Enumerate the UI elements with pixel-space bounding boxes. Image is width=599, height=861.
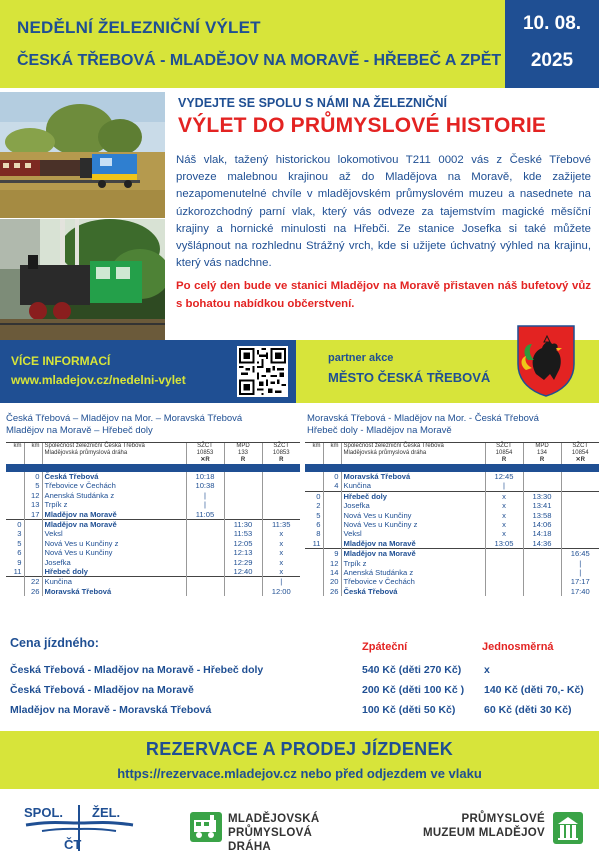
station-name: Třebovice v Čechách xyxy=(42,481,186,490)
museum-logo-text xyxy=(423,812,545,840)
col-train2: MPD xyxy=(523,443,561,450)
prices-heading: Cena jízdného: xyxy=(10,636,99,650)
station-name: Moravská Třebová xyxy=(341,472,485,481)
station-name: Veksl xyxy=(341,529,485,538)
price-single: 60 Kč (děti 30 Kč) xyxy=(484,704,572,716)
steam-locomotive-photo xyxy=(0,219,165,341)
timetable-row: 9 Mladějov na Moravě 16:45 xyxy=(305,549,599,559)
timetable-row: 0 Mladějov na Moravě 11:30 11:35 xyxy=(6,520,300,530)
col-train3-no: 10854 xyxy=(571,450,589,456)
spol-zel-ct-logo xyxy=(22,801,137,853)
station-name: Veksl xyxy=(42,529,186,538)
timetable_left-header-row xyxy=(6,443,300,450)
price-row xyxy=(10,664,590,680)
partner-name: MĚSTO ČESKÁ TŘEBOVÁ xyxy=(328,370,491,385)
spol-right-text: ŽEL. xyxy=(92,805,121,820)
station-name: Mladějov na Moravě xyxy=(42,520,186,530)
intro-body: Náš vlak, tažený historickou lokomotivou T211 0002 vás z České Třebové proveze malebnou krajinou až do Mladějova na Moravě, kde zažijete nezapomenutelné chvíle v mladějovském průmyslovém muzeu a nasednete na úzkorozchodný parní vlak, který vás odveze za tajemstvím magické měsíční krajiny a hornické minulosti na Hřebči. Ze stanice Josefka si také můžete vyšlápnout na rozhlednu Strážný vrch, kde si užijete úchvatný výhled na krajinu, který vás nadchne. xyxy=(176,154,591,270)
station-name: Trpík z xyxy=(42,500,186,509)
col-train3-cat: R xyxy=(279,457,284,463)
intro-section xyxy=(176,96,591,313)
price-route: Česká Třebová - Mladějov na Moravě xyxy=(10,684,194,696)
station-name: Josefka xyxy=(341,501,485,510)
station-name: Nová Ves u Kunčiny z xyxy=(42,539,186,548)
timetable-right-title-line1: Moravská Třebová - Mladějov na Mor. - Česká Třebová xyxy=(307,413,539,424)
buffet-notice: Po celý den bude ve stanici Mladějov na Moravě přistaven náš bufetový vůz s bohatou nabídkou občerstvení. xyxy=(176,280,591,310)
timetable_right-header-row3 xyxy=(305,457,599,464)
station-name: Mladějov na Moravě xyxy=(341,539,485,549)
price-col-single: Jednosměrná xyxy=(482,641,554,653)
col-operator1: Společnost železniční Česká Třebová xyxy=(42,443,186,450)
timetable-left-title-line2: Mladějov na Moravě – Hřebeč doly xyxy=(6,425,153,436)
price-row xyxy=(10,684,590,700)
timetable-row: 9 Josefka 12:29 x xyxy=(6,558,300,567)
station-name: Mladějov na Moravě xyxy=(42,510,186,520)
timetable-row: 5 Třebovice v Čechách 10:38 xyxy=(6,481,300,490)
timetable-row: 13 Trpík z | xyxy=(6,500,300,509)
timetable-left-title-line1: Česká Třebová – Mladějov na Mor. – Moravská Třebová xyxy=(6,413,243,424)
reservation-link[interactable]: https://rezervace.mladejov.cz nebo před odjezdem ve vlaku xyxy=(117,766,482,781)
price-return: 540 Kč (děti 270 Kč) xyxy=(362,664,462,676)
station-name: Moravská Třebová xyxy=(42,587,186,596)
timetable-row: 11 Mladějov na Moravě 13:05 14:36 xyxy=(305,539,599,549)
mpd-logo-text xyxy=(228,812,350,854)
spol-left-text: SPOL. xyxy=(24,805,64,820)
timetable-row: 5 Nová Ves u Kunčiny z 12:05 x xyxy=(6,539,300,548)
col-train3-no: 10853 xyxy=(272,450,290,456)
museum-logo xyxy=(404,810,589,850)
col-train1-cat: ✕R xyxy=(186,457,224,464)
price-route: Mladějov na Moravě - Moravská Třebová xyxy=(10,704,212,716)
reservation-heading: REZERVACE A PRODEJ JÍZDENEK xyxy=(145,739,454,759)
price-return: 100 Kč (děti 50 Kč) xyxy=(362,704,456,716)
more-info-url[interactable]: www.mladejov.cz/nedelni-vylet xyxy=(11,373,186,387)
reservation-banner xyxy=(0,731,599,789)
header-banner xyxy=(0,0,599,88)
mpd-train-icon xyxy=(190,812,222,842)
timetable-right-title xyxy=(307,413,539,437)
timetable-row: 0 Hřebeč doly x 13:30 xyxy=(305,491,599,501)
station-name: Hřebeč doly xyxy=(341,491,485,501)
station-name: Česká Třebová xyxy=(42,472,186,481)
col-train1: SŽCT xyxy=(186,443,224,450)
timetable-row: 2 Josefka x 13:41 xyxy=(305,501,599,510)
timetable_right-table xyxy=(305,443,599,596)
col-operator2: Mladějovská průmyslová dráha xyxy=(42,450,186,457)
station-name: Nová Ves u Kunčiny xyxy=(341,511,485,520)
timetable-row: 11 Hřebeč doly 12:40 x xyxy=(6,567,300,577)
station-name: Trpík z xyxy=(341,559,485,568)
station-name: Nová Ves u Kunčiny xyxy=(42,548,186,557)
timetable-row: 22 Kunčina | xyxy=(6,577,300,587)
col-train1-no: 10854 xyxy=(485,450,523,457)
date-box xyxy=(505,0,599,88)
more-info-label: VÍCE INFORMACÍ xyxy=(11,354,111,368)
col-train2-no: 134 xyxy=(523,450,561,457)
museum-line1: PRŮMYSLOVÉ xyxy=(461,813,545,825)
town-crest-icon xyxy=(514,324,578,398)
station-name: Mladějov na Moravě xyxy=(341,549,485,559)
price-route: Česká Třebová - Mladějov na Moravě - Hřebeč doly xyxy=(10,664,264,676)
intro-headline: VÝLET DO PRŮMYSLOVÉ HISTORIE xyxy=(178,114,547,137)
station-name: Kunčina xyxy=(42,577,186,587)
price-col-return: Zpáteční xyxy=(362,641,408,653)
station-name: Třebovice v Čechách xyxy=(341,577,485,586)
col-train1: SŽCT xyxy=(485,443,523,450)
qr-code[interactable] xyxy=(237,346,288,397)
spol-bottom-text: ČT xyxy=(64,837,82,852)
timetable-left xyxy=(6,442,300,596)
price-single: 140 Kč (děti 70,- Kč) xyxy=(484,684,584,696)
timetable-left-title xyxy=(6,413,242,437)
col-train3: SŽCT xyxy=(273,443,290,449)
col-train2-no: 133 xyxy=(224,450,262,457)
timetable-row: 3 Veksl 11:53 x xyxy=(6,529,300,538)
date-day-month: 10. 08. xyxy=(522,13,582,34)
price-return: 200 Kč (děti 100 Kč ) xyxy=(362,684,465,696)
price-single: x xyxy=(484,664,490,676)
timetable_left-header-row2 xyxy=(6,450,300,457)
col-train3-cat: ✕R xyxy=(575,457,585,463)
timetable-row: 5 Nová Ves u Kunčiny x 13:58 xyxy=(305,511,599,520)
mpd-line1: MLADĚJOVSKÁ xyxy=(228,813,320,825)
col-train1-no: 10853 xyxy=(186,450,224,457)
station-name: Josefka xyxy=(42,558,186,567)
partner-label: partner akce xyxy=(328,352,394,364)
timetable-row: 6 Nová Ves u Kunčiny 12:13 x xyxy=(6,548,300,557)
timetable-row: 14 Anenská Studánka z | xyxy=(305,568,599,577)
timetable-right xyxy=(305,442,599,596)
timetable-row: 0 Moravská Třebová 12:45 xyxy=(305,472,599,481)
diesel-locomotive-photo xyxy=(0,92,165,218)
col-train2-cat: R xyxy=(224,457,262,464)
station-name: Anenská Studánka z xyxy=(42,491,186,500)
col-km2: km xyxy=(24,443,42,450)
partner-panel xyxy=(296,340,599,403)
col-train2: MPD xyxy=(224,443,262,450)
col-operator2: Mladějovská průmyslová dráha xyxy=(341,450,485,457)
timetable-row: 17 Mladějov na Moravě 11:05 xyxy=(6,510,300,520)
more-info-panel xyxy=(0,340,296,403)
col-train2-cat: R xyxy=(523,457,561,464)
timetable_left-header-row3 xyxy=(6,457,300,464)
station-name: Česká Třebová xyxy=(341,587,485,596)
timetable-row: 26 Česká Třebová 17:40 xyxy=(305,587,599,596)
timetable-row: 4 Kunčina | xyxy=(305,481,599,491)
header-title: NEDĚLNÍ ŽELEZNIČNÍ VÝLET xyxy=(17,18,261,37)
timetable_right-header-row2 xyxy=(305,450,599,457)
col-operator1: Společnost železniční Česká Třebová xyxy=(341,443,485,450)
timetable-row: 6 Nová Ves u Kunčiny z x 14:06 xyxy=(305,520,599,529)
timetable-row: 20 Třebovice v Čechách 17:17 xyxy=(305,577,599,586)
col-km: km xyxy=(305,443,323,450)
col-km2: km xyxy=(323,443,341,450)
col-train1-cat: R xyxy=(485,457,523,464)
col-km: km xyxy=(6,443,24,450)
timetable-right-title-line2: Hřebeč doly - Mladějov na Moravě xyxy=(307,425,452,436)
mpd-line2: PRŮMYSLOVÁ DRÁHA xyxy=(228,827,313,853)
timetable-row: 12 Trpík z | xyxy=(305,559,599,568)
timetable-row: 12 Anenská Studánka z | xyxy=(6,491,300,500)
timetable_right-header-row xyxy=(305,443,599,450)
price-row xyxy=(10,704,590,720)
timetable_left-table xyxy=(6,443,300,596)
timetable-row: 8 Veksl x 14:18 xyxy=(305,529,599,538)
header-route: ČESKÁ TŘEBOVÁ - MLADĚJOV NA MORAVĚ - HŘEBEČ A ZPĚT xyxy=(17,52,502,69)
timetable-row: 0 Česká Třebová 10:18 xyxy=(6,472,300,481)
timetable-row: 26 Moravská Třebová 12:00 xyxy=(6,587,300,596)
museum-building-icon xyxy=(553,812,583,844)
museum-line2: MUZEUM MLADĚJOV xyxy=(422,827,545,839)
station-name: Hřebeč doly xyxy=(42,567,186,577)
station-name: Nová Ves u Kunčiny z xyxy=(341,520,485,529)
intro-kicker: VYDEJTE SE SPOLU S NÁMI NA ŽELEZNIČNÍ xyxy=(178,96,448,110)
station-name: Kunčina xyxy=(341,481,485,491)
date-year: 2025 xyxy=(530,50,574,71)
mpd-logo xyxy=(190,810,350,853)
col-train3: SŽCT xyxy=(572,443,589,449)
station-name: Anenská Studánka z xyxy=(341,568,485,577)
